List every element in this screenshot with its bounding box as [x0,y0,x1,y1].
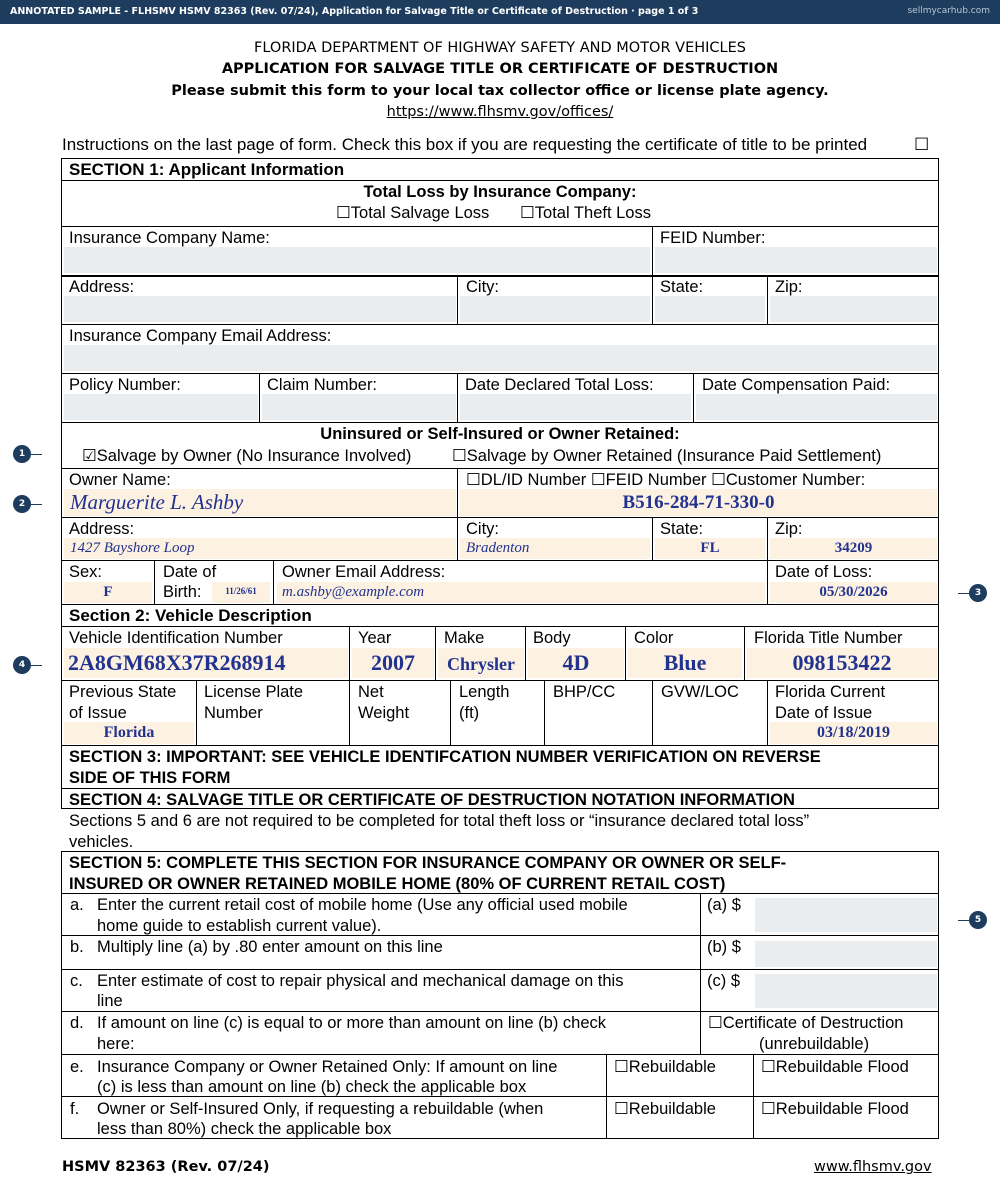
make-label: Make [444,629,485,647]
line-e-rebuildable-flood-option[interactable] [761,1057,909,1077]
cod-unrebuildable: (unrebuildable) [759,1035,870,1053]
plate-label-2: Number [204,704,263,722]
owner-email-label: Owner Email Address: [282,563,446,581]
cod-label: Certificate of Destruction [722,1014,904,1032]
dl-id-label: DL/ID Number [480,471,587,489]
owner-dob-value: 11/26/61 [225,586,257,596]
offices-link[interactable]: https://www.flhsmv.gov/offices/ [386,104,614,120]
body-label: Body [533,629,571,647]
feid-label: FEID Number [605,471,707,489]
owner-id-value: B516-284-71-330-0 [622,492,775,513]
total-salvage-loss-checkbox[interactable]: ☐ [336,204,351,222]
line-c-text-1: Enter estimate of cost to repair physical and mechanical damage on this [97,972,624,990]
customer-number-checkbox[interactable]: ☐ [711,471,726,489]
line-b-label: (b) $ [707,938,741,956]
date-of-loss-value: 05/30/2026 [819,584,888,600]
line-b-text-1: Multiply line (a) by .80 enter amount on this line [97,938,443,956]
line-c-letter: c. [70,972,83,990]
section3-line2: SIDE OF THIS FORM [69,769,231,787]
line-a-letter: a. [70,896,84,914]
vin-label: Vehicle Identification Number [69,629,283,647]
make-value: Chrysler [447,654,515,674]
insurance-heading: Total Loss by Insurance Company: [363,183,637,201]
policy-number-field[interactable] [64,394,258,420]
insurance-city-field[interactable] [460,296,650,322]
date-declared-field[interactable] [460,394,691,420]
year-value: 2007 [371,650,415,675]
banner-site-link[interactable]: sellmycarhub.com [907,6,990,16]
owner-address-label: Address: [69,520,135,538]
date-of-label: Date of [163,563,217,581]
submit-note: Please submit this form to your local tax collector office or license plate agency. [171,83,829,99]
annotation-marker-2[interactable]: 2 [13,495,31,513]
prev-state-label-1: Previous State [69,683,177,701]
line-b-amount-field[interactable] [755,941,937,967]
section5-title-2: INSURED OR OWNER RETAINED MOBILE HOME (80% OF CURRENT RETAIL COST) [69,875,726,893]
prev-state-label-2: of Issue [69,704,127,722]
line-f-rebuildable-checkbox[interactable]: ☐ [614,1100,629,1118]
form-title: APPLICATION FOR SALVAGE TITLE OR CERTIFICATE OF DESTRUCTION [221,61,779,77]
line-f-letter: f. [70,1100,80,1118]
line-d-text-2: here: [97,1035,135,1053]
line-e-rebuildable-checkbox[interactable]: ☐ [614,1058,629,1076]
salvage-by-owner-retained-checkbox[interactable]: ☐ [452,447,467,465]
insurance-zip-label: Zip: [775,278,803,296]
owner-zip-value: 34209 [834,540,873,556]
feid-number-field[interactable] [655,247,937,273]
top-banner [0,0,1000,24]
salvage-by-owner-retained-option[interactable] [452,446,881,466]
annotation-marker-4[interactable]: 4 [13,656,31,674]
insurance-company-name-field[interactable] [64,247,650,273]
section1-title: SECTION 1: Applicant Information [69,160,345,179]
owner-address-value: 1427 Bayshore Loop [70,540,195,556]
owner-city-value: Bradenton [466,540,530,556]
year-label: Year [358,629,392,647]
owner-sex-value: F [103,584,113,600]
line-c-text-2: line [97,992,123,1010]
owner-zip-label: Zip: [775,520,803,538]
insurance-address-field[interactable] [64,296,456,322]
vin-value: 2A8GM68X37R268914 [68,650,286,675]
section3-line1: SECTION 3: IMPORTANT: SEE VEHICLE IDENTIFCATION NUMBER VERIFICATION ON REVERSE [69,748,821,766]
footer-site-link[interactable]: www.flhsmv.gov [814,1159,932,1175]
gvw-label: GVW/LOC [661,683,739,701]
id-type-options [466,470,865,490]
color-value: Blue [663,650,707,675]
line-f-rebuildable-flood-checkbox[interactable]: ☐ [761,1100,776,1118]
insurance-company-name-label: Insurance Company Name: [69,229,270,247]
footer-form-id: HSMV 82363 (Rev. 07/24) [62,1159,270,1175]
plate-label-1: License Plate [204,683,304,701]
line-a-text-1: Enter the current retail cost of mobile home (Use any official used mobile [97,896,628,914]
customer-number-label: Customer Number: [725,471,866,489]
dl-id-checkbox[interactable]: ☐ [466,471,481,489]
section4-note-1: Sections 5 and 6 are not required to be completed for total theft loss or “insurance declared total loss” [69,812,810,830]
fl-current-label-2: Date of Issue [775,704,873,722]
banner-title: ANNOTATED SAMPLE - FLHSMV HSMV 82363 (Rev. 07/24), Application for Salvage Title or Certificate of Destruction · page 1 of 3 [10,6,699,17]
insurance-state-field[interactable] [655,296,765,322]
body-value: 4D [562,650,590,675]
line-d-text-1: If amount on line (c) is equal to or more than amount on line (b) check [97,1014,607,1032]
date-compensation-label: Date Compensation Paid: [702,376,891,394]
line-e-rebuildable-option[interactable] [614,1057,716,1077]
total-salvage-loss-option[interactable] [336,203,489,223]
sex-label: Sex: [69,563,103,581]
total-salvage-loss-label: Total Salvage Loss [350,204,490,222]
total-theft-loss-option[interactable] [520,203,651,223]
line-e-text-1: Insurance Company or Owner Retained Only: If amount on line [97,1058,558,1076]
line-f-text-1: Owner or Self-Insured Only, if requesting a rebuildable (when [97,1100,544,1118]
salvage-by-owner-checkbox[interactable]: ☑ [82,447,97,465]
agency-name: FLORIDA DEPARTMENT OF HIGHWAY SAFETY AND MOTOR VEHICLES [254,40,746,56]
current-issue-date-value: 03/18/2019 [817,724,890,741]
line-c-label: (c) $ [707,972,740,990]
instructions-text: Instructions on the last page of form. Check this box if you are requesting the certificate of title to be printed [62,135,868,154]
feid-checkbox[interactable]: ☐ [590,471,606,489]
insurance-email-label: Insurance Company Email Address: [69,327,332,345]
annotation-marker-1[interactable]: 1 [13,445,31,463]
line-f-rebuildable-flood-label: Rebuildable Flood [775,1100,909,1118]
line-a-label: (a) $ [707,896,741,914]
annotation-marker-5[interactable]: 5 [969,911,987,929]
line-f-rebuildable-label: Rebuildable [628,1100,716,1118]
section4-note-2: vehicles. [69,833,134,851]
line-e-letter: e. [70,1058,84,1076]
line-c-amount-field[interactable] [755,974,937,1008]
line-b-letter: b. [70,938,84,956]
policy-number-label: Policy Number: [69,376,181,394]
date-declared-label: Date Declared Total Loss: [465,376,654,394]
owner-state-label: State: [660,520,704,538]
bhp-label: BHP/CC [553,683,616,701]
owner-state-value: FL [700,540,720,556]
line-e-rebuildable-flood-checkbox[interactable]: ☐ [761,1058,776,1076]
color-label: Color [634,629,674,647]
insurance-email-field[interactable] [64,345,937,371]
owner-city-label: City: [466,520,499,538]
length-label-2: (ft) [459,704,480,722]
line-d-letter: d. [70,1014,84,1032]
total-theft-loss-label: Total Theft Loss [534,204,651,222]
section4-title: SECTION 4: SALVAGE TITLE OR CERTIFICATE OF DESTRUCTION NOTATION INFORMATION [69,791,795,809]
owner-name-value: Marguerite L. Ashby [70,490,244,514]
feid-number-label: FEID Number: [660,229,766,247]
net-weight-label-1: Net [358,683,384,701]
insurance-address-label: Address: [69,278,135,296]
print-title-checkbox[interactable]: ☐ [914,135,930,154]
salvage-by-owner-label: Salvage by Owner (No Insurance Involved) [96,447,412,465]
section2-title: Section 2: Vehicle Description [69,606,312,625]
annotation-marker-3[interactable]: 3 [969,584,987,602]
net-weight-label-2: Weight [358,704,410,722]
line-e-rebuildable-label: Rebuildable [628,1058,716,1076]
line-a-text-2: home guide to establish current value). [97,917,382,935]
line-e-text-2: (c) is less than amount on line (b) check the applicable box [97,1078,527,1096]
cod-checkbox[interactable]: ☐ [708,1014,723,1032]
claim-number-field[interactable] [262,394,456,420]
line-e-rebuildable-flood-label: Rebuildable Flood [775,1058,909,1076]
insurance-zip-field[interactable] [770,296,937,322]
section5-title-1: SECTION 5: COMPLETE THIS SECTION FOR INSURANCE COMPANY OR OWNER OR SELF- [69,854,787,872]
birth-label: Birth: [163,583,202,601]
fl-current-label-1: Florida Current [775,683,886,701]
insurance-city-label: City: [466,278,499,296]
salvage-by-owner-retained-label: Salvage by Owner Retained (Insurance Paid Settlement) [466,447,882,465]
date-compensation-field[interactable] [696,394,937,420]
insurance-state-label: State: [660,278,704,296]
date-of-loss-label: Date of Loss: [775,563,873,581]
length-label-1: Length [459,683,510,701]
title-number-label: Florida Title Number [754,629,903,647]
salvage-by-owner-option[interactable] [82,446,411,466]
line-a-amount-field[interactable] [755,898,937,932]
title-number-value: 098153422 [792,650,892,675]
total-theft-loss-checkbox[interactable]: ☐ [520,204,535,222]
line-f-rebuildable-flood-option[interactable] [761,1099,909,1119]
line-f-rebuildable-option[interactable] [614,1099,716,1119]
owner-name-label: Owner Name: [69,471,171,489]
owner-email-value: m.ashby@example.com [282,584,425,600]
certificate-of-destruction-option[interactable] [708,1013,903,1033]
claim-number-label: Claim Number: [267,376,378,394]
uninsured-heading: Uninsured or Self-Insured or Owner Retained: [320,425,680,443]
line-f-text-2: less than 80%) check the applicable box [97,1120,392,1138]
prev-state-value: Florida [103,724,155,741]
